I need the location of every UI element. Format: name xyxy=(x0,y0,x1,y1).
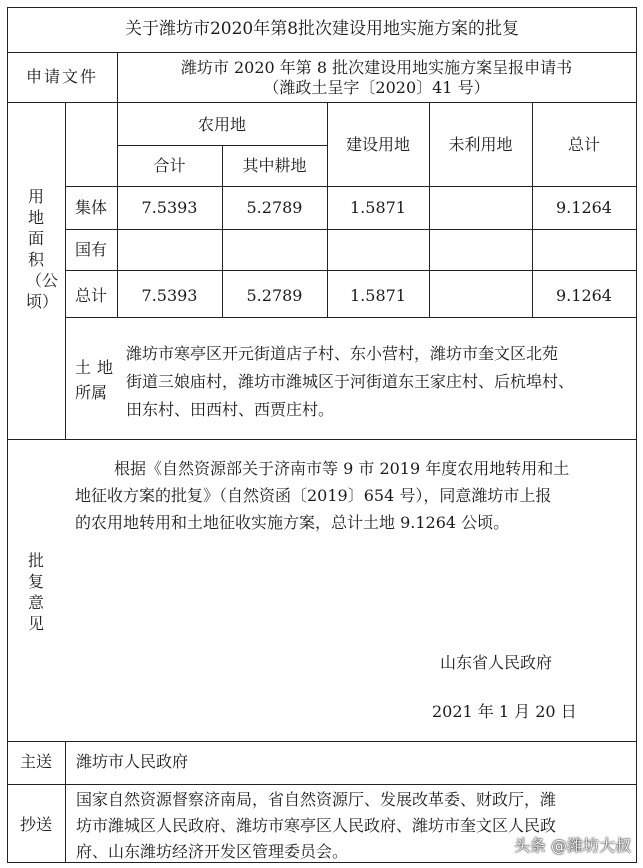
ownership-line: 街道三娘庙村，潍坊市潍城区于河街道东王家庄村、后杭埠村、 xyxy=(126,372,575,391)
cc-line: 坊市潍城区人民政府、潍坊市寒亭区人民政府、潍坊市奎文区人民政 xyxy=(76,816,557,835)
ownership-line: 潍坊市寒亭区开元街道店子村、东小营村，潍坊市奎文区北苑 xyxy=(126,344,559,363)
page-title: 关于潍坊市2020年第8批次建设用地实施方案的批复 xyxy=(124,19,520,39)
header-agri-land: 农用地 xyxy=(197,115,246,134)
cc-line: 府、山东潍坊经济开发区管理委员会。 xyxy=(76,842,349,861)
approval-line: 根据《自然资源部关于济南市等 9 市 2019 年度农用地转用和土 xyxy=(114,459,570,478)
cell-cultivated: 5.2789 xyxy=(246,286,303,305)
land-area-label: 用地面积（公顷） xyxy=(26,187,59,311)
ownership-line: 田东村、田西村、西贾庄村。 xyxy=(126,400,335,419)
cc-line: 国家自然资源督察济南局，省自然资源厅、发展改革委、财政厅，潍 xyxy=(76,790,557,809)
watermark: 头条 @潍坊大叔 xyxy=(513,836,631,855)
cell-subtotal: 7.5393 xyxy=(141,286,198,305)
header-cultivated: 其中耕地 xyxy=(242,156,307,175)
application-doc-title: 潍坊市 2020 年第 8 批次建设用地实施方案呈报申请书 xyxy=(180,58,573,77)
ownership-label: 土地所属 xyxy=(75,358,113,402)
cell-total: 9.1264 xyxy=(556,286,612,305)
application-doc-number: （潍政土呈字〔2020〕41 号） xyxy=(263,78,490,97)
issue-date: 2021 年 1 月 20 日 xyxy=(432,702,577,721)
cell-construction: 1.5871 xyxy=(350,198,406,217)
application-label: 申请文件 xyxy=(25,67,98,86)
approval-line: 地征收方案的批复》（自然资函〔2019〕654 号），同意潍坊市上报 xyxy=(75,486,552,505)
cell-construction: 1.5871 xyxy=(350,286,406,305)
cc-label: 抄送 xyxy=(19,815,52,834)
header-subtotal: 合计 xyxy=(153,156,186,175)
issuer: 山东省人民政府 xyxy=(440,653,553,672)
row-label-collective: 集体 xyxy=(74,198,107,217)
approval-label: 批复意见 xyxy=(27,551,44,633)
main-recipient-value: 潍坊市人民政府 xyxy=(76,752,189,771)
header-unused: 未利用地 xyxy=(448,135,513,154)
row-label-state: 国有 xyxy=(74,240,107,259)
main-recipient-label: 主送 xyxy=(19,752,52,771)
header-total: 总计 xyxy=(567,135,600,154)
cell-total: 9.1264 xyxy=(556,198,612,217)
approval-line: 的农用地转用和土地征收实施方案，总计土地 9.1264 公顷。 xyxy=(75,513,510,532)
cell-subtotal: 7.5393 xyxy=(141,198,198,217)
cell-cultivated: 5.2789 xyxy=(246,198,303,217)
header-construction: 建设用地 xyxy=(345,135,410,154)
row-label-total: 总计 xyxy=(74,286,107,305)
